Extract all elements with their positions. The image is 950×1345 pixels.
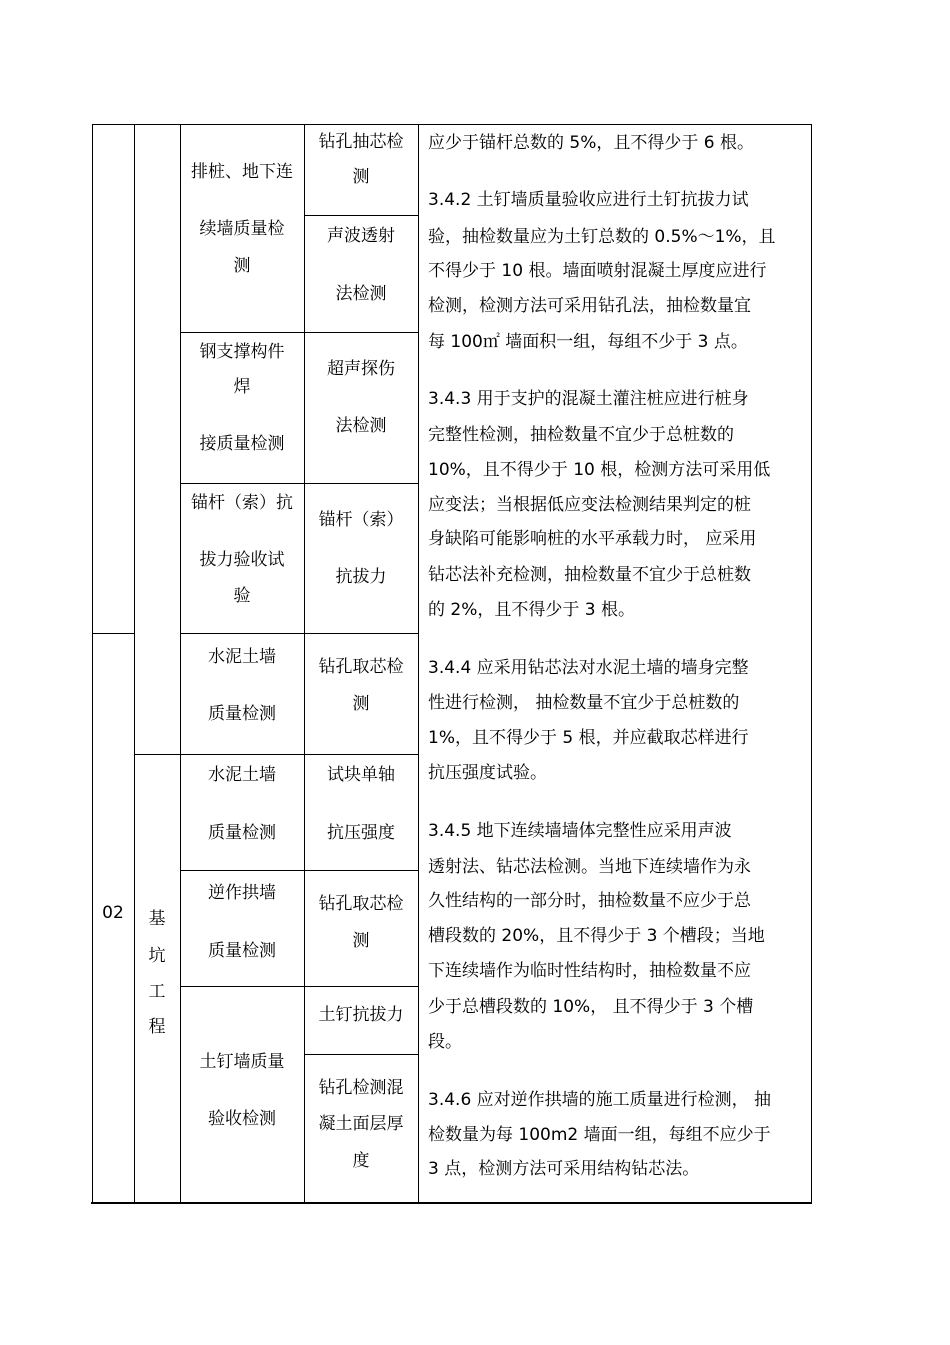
rule bbox=[180, 633, 418, 634]
requirement-line: 1%，且不得少于 5 根，并应截取芯样进行 bbox=[428, 728, 749, 748]
rule bbox=[418, 124, 419, 1203]
requirement-line: 抗压强度试验。 bbox=[428, 763, 547, 783]
rule bbox=[180, 870, 418, 871]
requirement-line: 的 2%，且不得少于 3 根。 bbox=[428, 600, 635, 620]
rule bbox=[92, 124, 93, 1203]
category-char: 工 bbox=[148, 982, 166, 1002]
item-name-line: 质量检测 bbox=[208, 941, 276, 961]
method-line: 声波透射 bbox=[327, 226, 395, 246]
requirement-line: 应少于锚杆总数的 5%，且不得少于 6 根。 bbox=[428, 133, 754, 153]
requirement-line: 不得少于 10 根。墙面喷射混凝土厚度应进行 bbox=[428, 261, 767, 281]
requirement-line: 少于总槽段数的 10%， 且不得少于 3 个槽 bbox=[428, 997, 754, 1017]
requirement-line: 3 点，检测方法可采用结构钻芯法。 bbox=[428, 1159, 700, 1179]
method-line: 凝土面层厚 bbox=[318, 1114, 404, 1134]
rule bbox=[134, 754, 418, 755]
requirement-line: 下连续墙作为临时性结构时，抽检数量不应 bbox=[428, 961, 751, 981]
rule bbox=[180, 483, 418, 484]
requirement-line: 性进行检测， 抽检数量不宜少于总桩数的 bbox=[428, 693, 740, 713]
rule bbox=[304, 215, 418, 216]
row-number: 02 bbox=[102, 903, 124, 923]
item-name-line: 焊 bbox=[233, 377, 251, 397]
method-line: 度 bbox=[352, 1151, 370, 1171]
rule bbox=[304, 1054, 418, 1055]
method-line: 测 bbox=[352, 167, 370, 187]
method-line: 测 bbox=[352, 931, 370, 951]
requirement-line: 检数量为每 100m2 墙面一组，每组不应少于 bbox=[428, 1125, 771, 1145]
method-line: 超声探伤 bbox=[327, 359, 395, 379]
rule bbox=[180, 332, 418, 333]
requirement-line: 身缺陷可能影响桩的水平承载力时， 应采用 bbox=[428, 529, 757, 549]
item-name-line: 验收检测 bbox=[208, 1109, 276, 1129]
item-name-line: 测 bbox=[233, 256, 251, 276]
requirement-line: 钻芯法补充检测，抽检数量不宜少于总桩数 bbox=[428, 565, 751, 585]
item-name-line: 接质量检测 bbox=[199, 434, 285, 454]
requirement-line: 3.4.3 用于支护的混凝土灌注桩应进行桩身 bbox=[428, 389, 749, 409]
rule bbox=[134, 124, 135, 1203]
method-line: 试块单轴 bbox=[327, 765, 395, 785]
item-name-line: 质量检测 bbox=[208, 704, 276, 724]
requirement-line: 久性结构的一部分时，抽检数量不应少于总 bbox=[428, 891, 751, 911]
requirement-line: 段。 bbox=[428, 1032, 462, 1052]
item-name-line: 续墙质量检 bbox=[199, 219, 285, 239]
requirement-line: 验，抽检数量应为土钉总数的 0.5%～1%，且 bbox=[428, 227, 776, 247]
category-char: 坑 bbox=[148, 946, 166, 966]
requirement-line: 10%，且不得少于 10 根，检测方法可采用低 bbox=[428, 460, 771, 480]
category-char: 程 bbox=[148, 1017, 166, 1037]
method-line: 钻孔取芯检 bbox=[318, 894, 404, 914]
rule bbox=[811, 124, 812, 1203]
method-line: 土钉抗拔力 bbox=[318, 1005, 404, 1025]
requirement-line: 3.4.5 地下连续墙墙体完整性应采用声波 bbox=[428, 821, 732, 841]
item-name-line: 逆作拱墙 bbox=[208, 883, 276, 903]
requirement-line: 3.4.2 土钉墙质量验收应进行土钉抗拔力试 bbox=[428, 190, 749, 210]
rule bbox=[92, 633, 134, 634]
requirement-line: 3.4.6 应对逆作拱墙的施工质量进行检测， 抽 bbox=[428, 1090, 772, 1110]
rule bbox=[92, 124, 811, 125]
requirement-line: 完整性检测，抽检数量不宜少于总桩数的 bbox=[428, 425, 734, 445]
method-line: 法检测 bbox=[335, 284, 387, 304]
method-line: 测 bbox=[352, 694, 370, 714]
method-line: 钻孔取芯检 bbox=[318, 657, 404, 677]
method-line: 钻孔检测混 bbox=[318, 1078, 404, 1098]
category-char: 基 bbox=[148, 909, 166, 929]
item-name-line: 验 bbox=[233, 586, 251, 606]
method-line: 抗拔力 bbox=[335, 567, 387, 587]
item-name-line: 排桩、地下连 bbox=[191, 162, 293, 182]
method-line: 钻孔抽芯检 bbox=[318, 132, 404, 152]
method-line: 抗压强度 bbox=[327, 823, 395, 843]
requirement-line: 3.4.4 应采用钻芯法对水泥土墙的墙身完整 bbox=[428, 658, 749, 678]
requirement-line: 检测，检测方法可采用钻孔法，抽检数量宜 bbox=[428, 296, 751, 316]
requirement-line: 槽段数的 20%，且不得少于 3 个槽段；当地 bbox=[428, 926, 765, 946]
item-name-line: 土钉墙质量 bbox=[199, 1052, 285, 1072]
requirement-line: 透射法、钻芯法检测。当地下连续墙作为永 bbox=[428, 857, 751, 877]
requirement-line: 每 100㎡ 墙面积一组，每组不少于 3 点。 bbox=[428, 332, 748, 352]
method-line: 锚杆（索） bbox=[318, 510, 404, 530]
item-name-line: 质量检测 bbox=[208, 823, 276, 843]
requirement-line: 应变法；当根据低应变法检测结果判定的桩 bbox=[428, 495, 751, 515]
item-name-line: 锚杆（索）抗 bbox=[191, 493, 293, 513]
item-name-line: 水泥土墙 bbox=[208, 647, 276, 667]
rule bbox=[180, 986, 418, 987]
item-name-line: 钢支撑构件 bbox=[199, 342, 285, 362]
method-line: 法检测 bbox=[335, 416, 387, 436]
rule bbox=[91, 1202, 812, 1204]
item-name-line: 水泥土墙 bbox=[208, 765, 276, 785]
item-name-line: 拔力验收试 bbox=[199, 550, 285, 570]
